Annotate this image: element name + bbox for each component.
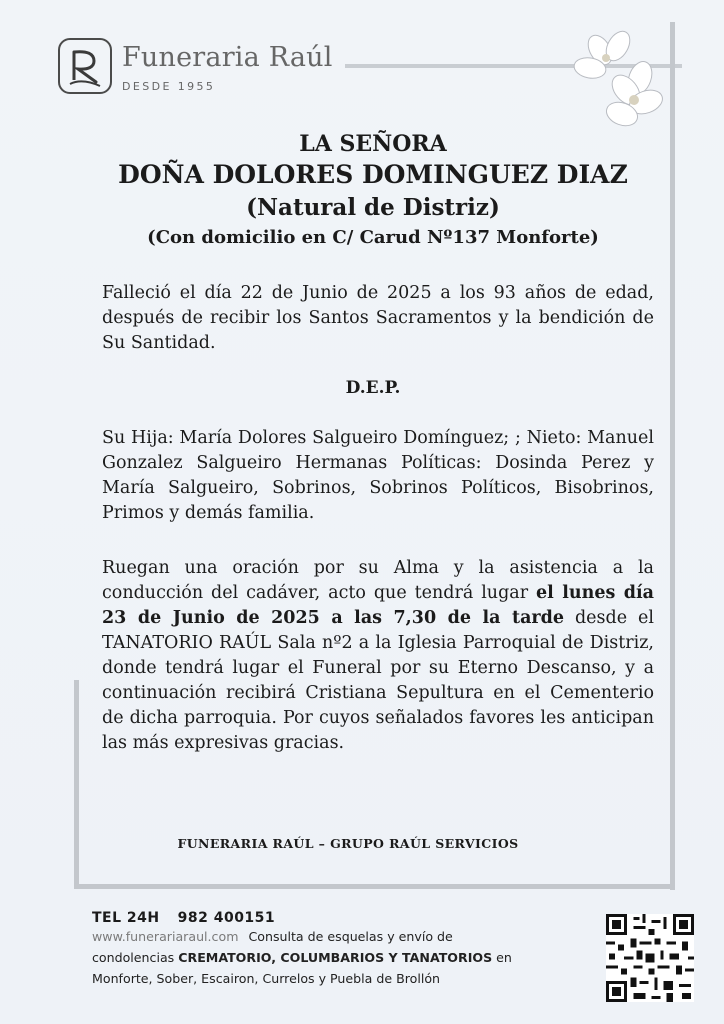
funeral-date-time: el lunes día 23 de Junio de 2025 a las 7,30 de la tarde [102, 583, 654, 628]
contact-line2-pre: condolencias [92, 950, 179, 965]
deceased-origin: (Natural de Distriz) [246, 194, 500, 221]
contact-line-1 [92, 926, 572, 947]
contact-line-2 [92, 947, 572, 968]
contact-line-3: Monforte, Sober, Escairon, Currelos y Puebla de Brollón [92, 971, 441, 986]
qr-code-icon[interactable] [606, 914, 694, 1002]
logo-name: Funeraria Raúl [122, 42, 333, 73]
website-link[interactable]: www.funerariaraul.com [92, 929, 239, 944]
family-paragraph: Su Hija: María Dolores Salgueiro Domínguez; ; Nieto: Manuel Gonzalez Salgueiro Hermanas Políticas: Dosinda Perez y María Salgueiro, Sobrinos, Sobrinos Políticos, Bisobrinos, Primos y demás familia. [102, 428, 654, 523]
logo-monogram-icon [58, 38, 112, 94]
phone-line [92, 910, 572, 926]
funeral-text-part2: desde el TANATORIO RAÚL Sala nº2 a la Iglesia Parroquial de Distriz, donde tendrá lugar el Funeral por su Eterno Descanso, y a continuación recibirá Cristiana Sepultura en el Cementerio de dicha parroquia. Por cuyos señalados favores les anticipan las más expresivas gracias. [102, 608, 654, 753]
dep-label: D.E.P. [345, 378, 401, 398]
contact-services: CREMATORIO, COLUMBARIOS Y TANATORIOS [178, 950, 493, 965]
obituary-heading [78, 130, 668, 252]
phone-number: 982 400151 [177, 910, 276, 926]
death-notice-paragraph: Falleció el día 22 de Junio de 2025 a los 93 años de edad, después de recibir los Santos Sacramentos y la bendición de Su Santidad. [102, 283, 654, 353]
frame-right-line [670, 22, 675, 890]
funeraria-logo [58, 38, 333, 98]
contact-line2-post: en [492, 950, 512, 965]
contact-block [92, 910, 572, 989]
signature: FUNERARIA RAÚL – GRUPO RAÚL SERVICIOS [177, 836, 519, 851]
flower-decoration-icon [560, 28, 670, 138]
contact-line1-text: Consulta de esquelas y envío de [248, 929, 453, 944]
heading-title: LA SEÑORA [299, 131, 447, 157]
funeral-paragraph [102, 556, 654, 756]
funeral-text-part1: Ruegan una oración por su Alma y la asistencia a la conducción del cadáver, acto que tendrá lugar [102, 558, 654, 603]
deceased-name: DOÑA DOLORES DOMINGUEZ DIAZ [118, 160, 628, 189]
phone-label: TEL 24H [92, 910, 160, 926]
deceased-address: (Con domicilio en C/ Carud Nº137 Monforte) [147, 227, 599, 248]
frame-left-line [74, 680, 79, 889]
logo-since: DESDE 1955 [122, 80, 216, 93]
frame-bottom-line [74, 884, 675, 889]
